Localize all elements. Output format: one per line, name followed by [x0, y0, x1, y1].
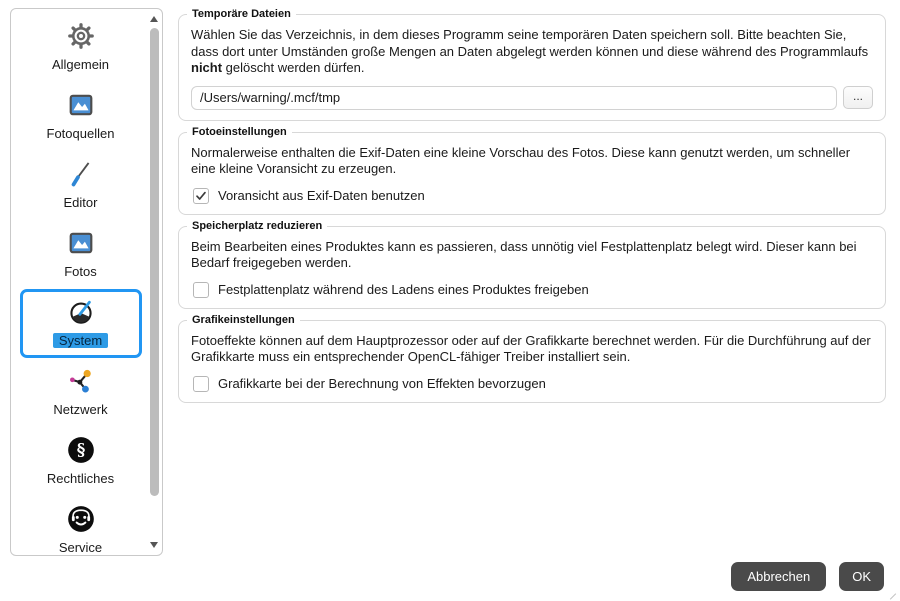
free-disk-space-option[interactable] — [193, 282, 873, 298]
sidebar-item-label: Rechtliches — [46, 471, 115, 486]
sidebar-item-label: System — [53, 333, 108, 348]
sidebar-item-editor[interactable] — [20, 151, 142, 220]
ok-button[interactable]: OK — [839, 562, 884, 591]
sidebar-item-label: Editor — [63, 195, 98, 210]
group-graphics-settings — [178, 313, 886, 403]
scroll-up-icon[interactable] — [150, 16, 158, 22]
checkbox-label: Voransicht aus Exif-Daten benutzen — [218, 188, 425, 203]
checkmark-icon — [195, 190, 207, 202]
checkbox-label: Grafikkarte bei der Berechnung von Effekten bevorzugen — [218, 376, 546, 391]
group-title: Fotoeinstellungen — [187, 125, 292, 140]
checkbox-label: Festplattenplatz während des Ladens eines Produktes freigeben — [218, 282, 589, 297]
gear-icon — [66, 21, 96, 51]
sidebar-item-label: Service — [58, 540, 103, 555]
checkbox-checked[interactable] — [193, 188, 209, 204]
photo-icon — [66, 90, 96, 120]
resize-grip[interactable] — [889, 591, 897, 599]
prefer-gpu-option[interactable] — [193, 376, 873, 392]
sidebar-item-label: Netzwerk — [53, 402, 108, 417]
group-title: Speicherplatz reduzieren — [187, 219, 327, 234]
group-description: Beim Bearbeiten eines Produktes kann es passieren, dass unnötig viel Festplattenplatz belegt wird. Dieser kann bei Bedarf freigegeben werden. — [191, 238, 857, 270]
brush-icon — [66, 159, 96, 189]
group-title: Temporäre Dateien — [187, 7, 296, 22]
temp-path-row — [191, 86, 873, 110]
paragraph-icon — [66, 435, 96, 465]
sidebar-scrollbar[interactable] — [149, 11, 160, 553]
sidebar-item-fotoquellen[interactable] — [20, 82, 142, 151]
sidebar-item-label: Fotos — [64, 264, 97, 279]
description-text: gelöscht werden dürfen. — [222, 60, 365, 75]
group-description: Normalerweise enthalten die Exif-Daten eine kleine Vorschau des Fotos. Diese kann genutzt werden, um schneller eine kleine Voransicht zu erzeugen. — [191, 144, 851, 176]
temp-directory-input[interactable] — [191, 86, 837, 110]
exif-preview-option[interactable] — [193, 188, 873, 204]
sidebar-item-rechtliches[interactable] — [20, 427, 142, 496]
checkbox-unchecked[interactable] — [193, 376, 209, 392]
ellipsis-icon: ... — [852, 88, 863, 103]
sidebar-item-netzwerk[interactable] — [20, 358, 142, 427]
sidebar-item-label: Allgemein — [51, 57, 110, 72]
browse-button[interactable] — [843, 86, 873, 109]
sidebar-item-allgemein[interactable] — [20, 13, 142, 82]
category-sidebar — [10, 8, 163, 556]
settings-panel-system — [178, 0, 886, 414]
sidebar-item-label: Fotoquellen — [46, 126, 115, 141]
description-bold: nicht — [191, 60, 223, 75]
cancel-button[interactable]: Abbrechen — [731, 562, 826, 591]
sidebar-item-service[interactable] — [20, 496, 142, 556]
scrollbar-thumb[interactable] — [150, 28, 159, 496]
group-photo-settings — [178, 125, 886, 215]
gauge-icon — [66, 297, 96, 327]
headset-icon — [66, 504, 96, 534]
group-temporary-files — [178, 8, 886, 121]
photo-icon — [66, 228, 96, 258]
network-icon — [66, 366, 96, 396]
group-description: Fotoeffekte können auf dem Hauptprozessor oder auf der Grafikkarte berechnet werden. Für die Durchführung auf der Grafikkarte muss ein entsprechender OpenCL-fähiger Treiber installiert sein. — [191, 332, 871, 364]
group-reduce-disk-space — [178, 219, 886, 309]
sidebar-item-system[interactable] — [20, 289, 142, 358]
dialog-footer — [731, 562, 884, 591]
group-title: Grafikeinstellungen — [187, 313, 300, 328]
checkbox-unchecked[interactable] — [193, 282, 209, 298]
group-description — [191, 27, 873, 77]
description-text: Wählen Sie das Verzeichnis, in dem dieses Programm seine temporären Daten speichern soll. Bitte beachten Sie, dass dort unter Umständen große Mengen an Daten abgelegt werden können und diese während des Programmlaufs — [191, 27, 869, 59]
scroll-down-icon[interactable] — [150, 542, 158, 548]
sidebar-item-fotos[interactable] — [20, 220, 142, 289]
svg-text:§: § — [76, 440, 85, 460]
category-list — [11, 13, 150, 556]
